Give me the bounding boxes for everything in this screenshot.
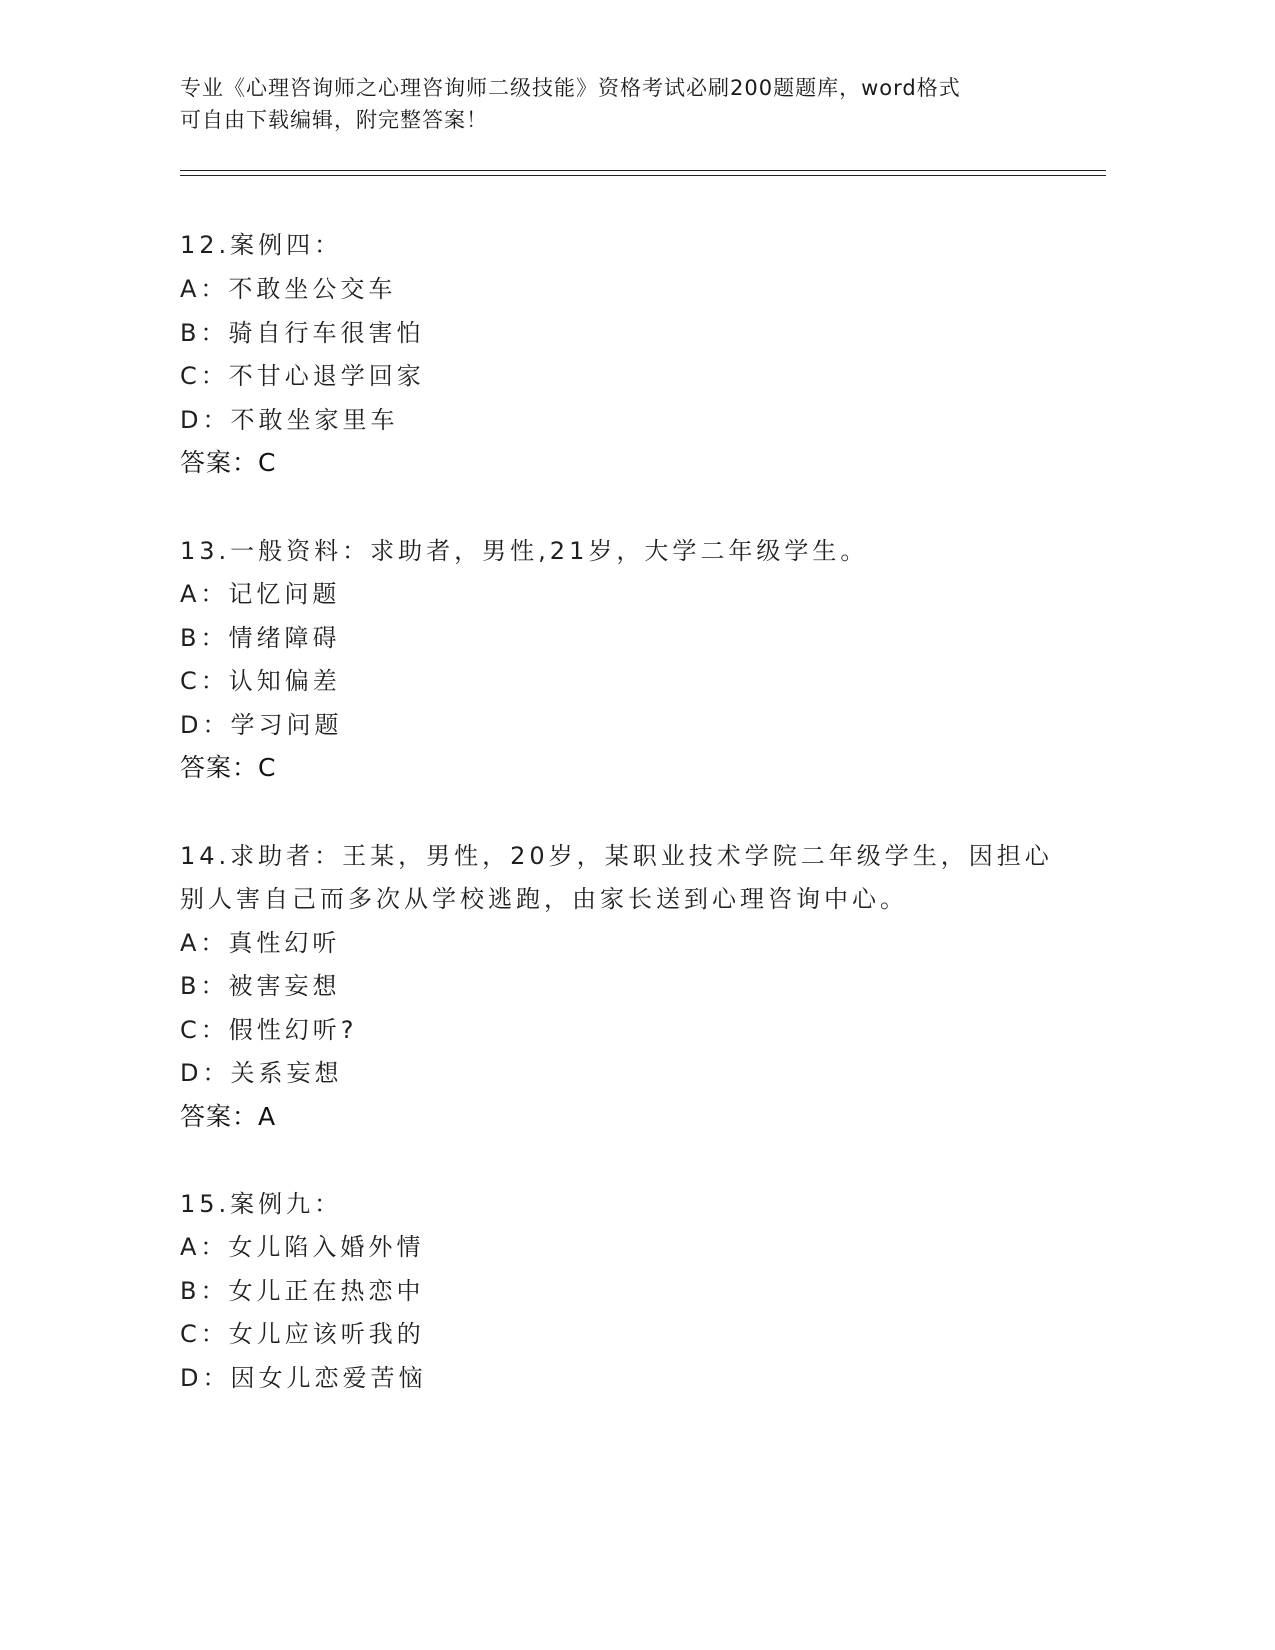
answer-label: 答案：A (180, 1102, 277, 1131)
option-c: C：假性幻听? (180, 1016, 358, 1044)
header-divider-top (180, 170, 1106, 171)
question-stem: 14.求助者：王某，男性，20岁，某职业技术学院二年级学生，因担心 (180, 842, 1053, 870)
option-c: C：女儿应该听我的 (180, 1320, 425, 1348)
option-d: D：关系妄想 (180, 1059, 343, 1087)
option-b: B：女儿正在热恋中 (180, 1277, 425, 1305)
header-line-1: 专业《心理咨询师之心理咨询师二级技能》资格考试必刷200题题库，word格式 (180, 76, 961, 100)
header-line-2: 可自由下载编辑，附完整答案！ (180, 108, 488, 132)
option-b: B：被害妄想 (180, 972, 341, 1000)
option-a: A：女儿陷入婚外情 (180, 1233, 425, 1261)
header-divider-bottom (180, 175, 1106, 176)
document-header (180, 72, 1040, 136)
answer-label: 答案：C (180, 448, 277, 477)
option-a: A：记忆问题 (180, 580, 341, 608)
question-stem-continued: 别人害自己而多次从学校逃跑，由家长送到心理咨询中心。 (180, 885, 908, 913)
option-c: C：不甘心退学回家 (180, 362, 425, 390)
option-d: D：因女儿恋爱苦恼 (180, 1364, 427, 1392)
question-stem: 13.一般资料：求助者，男性,21岁，大学二年级学生。 (180, 537, 869, 565)
option-c: C：认知偏差 (180, 667, 341, 695)
answer-label: 答案：C (180, 753, 277, 782)
option-d: D：不敢坐家里车 (180, 406, 399, 434)
option-a: A：不敢坐公交车 (180, 275, 397, 303)
option-a: A：真性幻听 (180, 929, 341, 957)
question-stem: 15.案例九： (180, 1190, 343, 1218)
option-b: B：骑自行车很害怕 (180, 319, 425, 347)
question-stem: 12.案例四： (180, 231, 343, 259)
option-d: D：学习问题 (180, 711, 343, 739)
option-b: B：情绪障碍 (180, 624, 341, 652)
